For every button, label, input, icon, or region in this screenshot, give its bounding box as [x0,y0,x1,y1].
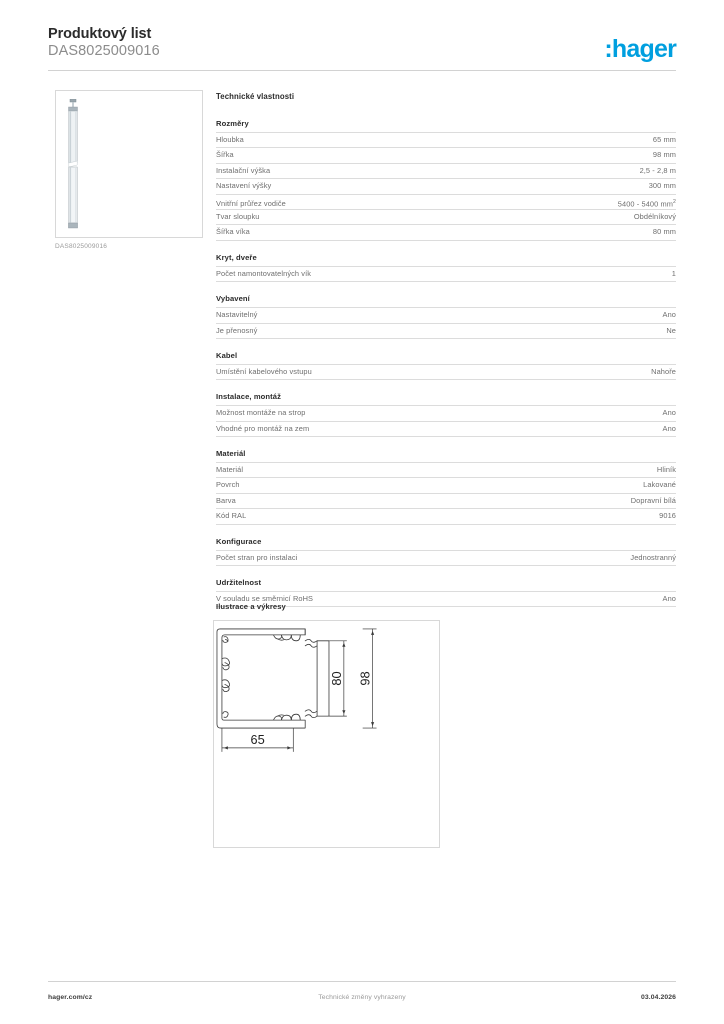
spec-group [216,351,676,380]
spec-value: Nahoře [651,366,676,376]
spec-value: 80 mm [652,227,676,237]
spec-row [216,550,676,566]
spec-row [216,132,676,147]
dimension-label-depth: 65 [250,731,265,747]
spec-value: Ne [666,325,676,335]
spec-value: 2,5 - 2,8 m [639,165,676,175]
spec-value: Ano [662,310,676,320]
spec-key: Nastavení výšky [216,181,272,191]
dimension-label-lid-width: 80 [328,671,344,686]
spec-group-title: Instalace, montáž [216,392,282,402]
spec-group-title: Konfigurace [216,536,262,546]
spec-row [216,493,676,508]
spec-key: Kód RAL [216,511,247,521]
technical-specifications [216,92,676,619]
header-divider [48,70,676,71]
spec-value: Ano [662,408,676,418]
spec-key: Počet stran pro instalaci [216,552,298,562]
page-footer [48,994,676,1006]
footer-divider [48,981,676,982]
spec-group [216,253,676,282]
dimension-label-total-width: 98 [357,671,373,686]
cross-section-drawing [214,621,439,847]
spec-row [216,477,676,492]
footer-disclaimer: Technické změny vyhrazeny [318,994,406,1001]
drawings-heading: Ilustrace a výkresy [216,602,286,611]
spec-value: 1 [671,268,676,278]
spec-row [216,462,676,477]
spec-row [216,364,676,380]
spec-key: Možnost montáže na strop [216,408,306,418]
spec-value: Lakované [643,480,676,490]
spec-key: Materiál [216,465,244,475]
technical-drawing-frame [213,620,440,848]
spec-row [216,405,676,420]
spec-group-title: Vybavení [216,294,250,304]
spec-key: Barva [216,495,236,505]
spec-key: Instalační výška [216,165,271,175]
spec-groups-container [216,119,676,607]
spec-group [216,537,676,566]
product-reference: DAS8025009016 [48,43,160,59]
spec-value: 300 mm [648,181,676,191]
spec-group-title: Rozměry [216,119,249,128]
spec-group-title: Materiál [216,449,246,459]
hager-logo: :hager [604,35,676,63]
spec-key: Šířka [216,150,234,160]
footer-date: 03.04.2026 [640,994,676,1001]
page-title: Produktový list [48,26,152,42]
product-image-caption: DAS8025009016 [55,243,108,250]
spec-row [216,178,676,193]
spec-row [216,307,676,322]
spec-value: 9016 [659,511,676,521]
specs-heading: Technické vlastnosti [216,92,295,101]
spec-value: Ano [662,594,676,604]
spec-group [216,449,676,525]
spec-key: Vhodné pro montáž na zem [216,423,310,433]
spec-value: Jednostranný [630,552,676,562]
spec-value: Ano [662,423,676,433]
spec-row [216,224,676,240]
spec-value: 65 mm [652,135,676,144]
spec-group [216,119,676,241]
spec-row [216,508,676,524]
spec-key: Je přenosný [216,325,258,335]
spec-value: Hliník [656,465,676,475]
spec-key: Nastavitelný [216,310,258,320]
spec-key: Šířka víka [216,227,250,237]
spec-key: Povrch [216,480,240,490]
spec-value: 98 mm [652,150,676,160]
spec-value: Dopravní bílá [630,495,676,505]
spec-key: Umístění kabelového vstupu [216,366,312,376]
spec-key: V souladu se směrnicí RoHS [216,594,314,604]
spec-group-title: Kabel [216,350,238,360]
spec-key: Počet namontovatelných vík [216,268,312,278]
telescopic-column-icon [66,99,80,231]
spec-key: Vnitřní průřez vodiče [216,199,286,209]
spec-group [216,294,676,339]
spec-group-title: Udržitelnost [216,578,262,588]
page-header [48,26,676,72]
spec-row [216,147,676,162]
spec-value: Obdélníkový [633,211,676,221]
footer-website[interactable]: hager.com/cz [48,994,93,1001]
product-image-frame [55,90,203,238]
spec-key: Tvar sloupku [216,211,260,221]
spec-group [216,392,676,437]
spec-group-title: Kryt, dveře [216,252,257,262]
spec-row [216,194,676,209]
spec-key: Hloubka [216,135,244,144]
spec-row [216,323,676,339]
spec-row [216,163,676,178]
spec-row [216,421,676,437]
spec-value: 5400 - 5400 $mm^2$ [617,198,676,209]
spec-row [216,266,676,282]
